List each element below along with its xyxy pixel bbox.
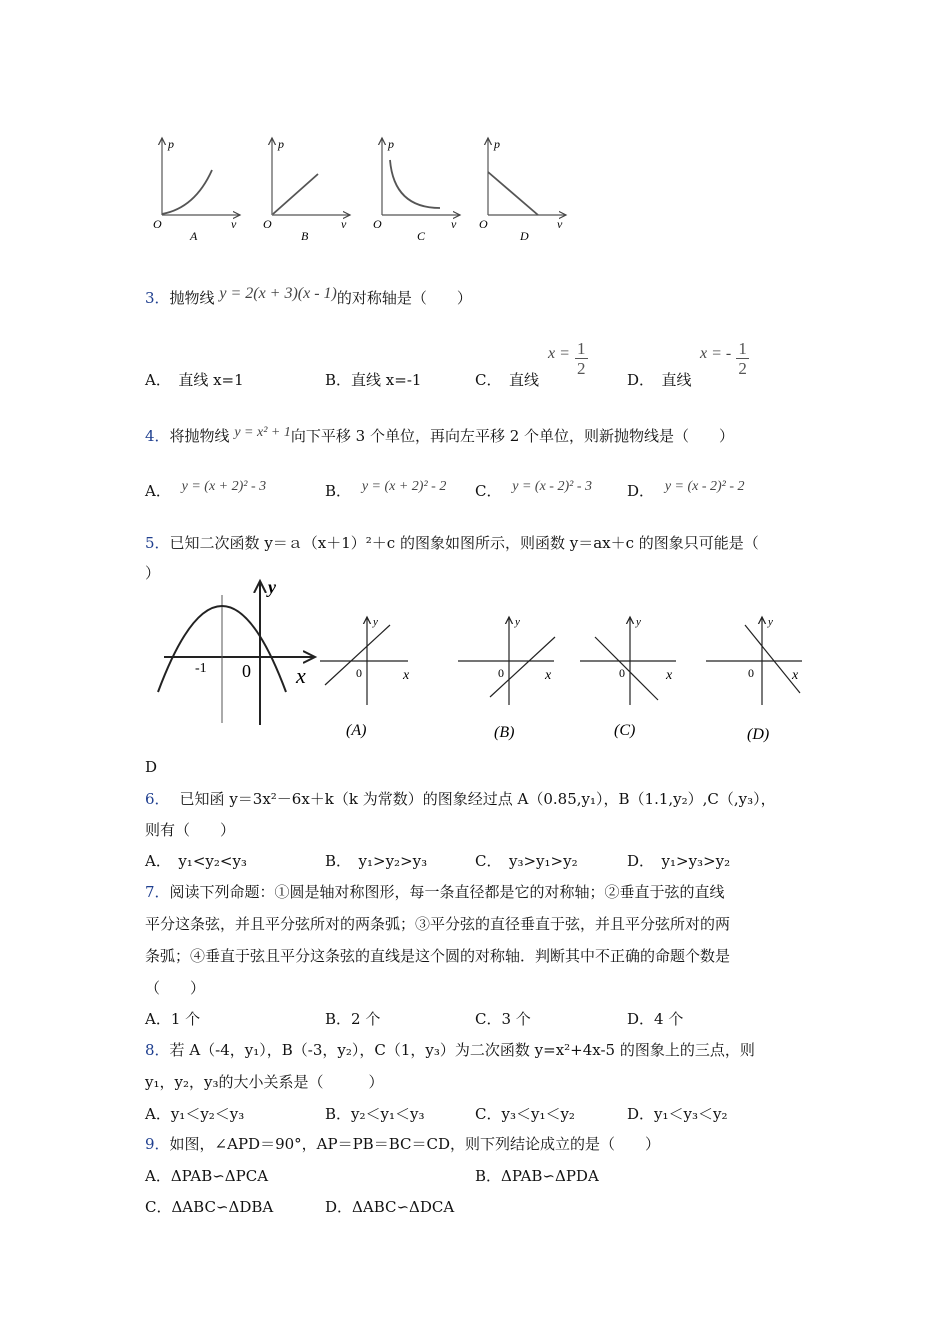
q4-option-d: D． y = (x - 2)² - 2 xyxy=(627,479,745,500)
graph-label-c: (C) xyxy=(614,722,636,739)
q3-option-c: C． 直线 xyxy=(475,371,539,389)
q4-option-b: B． y = (x + 2)² - 2 xyxy=(325,479,447,500)
svg-text:x: x xyxy=(792,668,799,683)
q6-option-a: A． y₁<y₂<y₃ xyxy=(145,852,247,870)
q5-graph-c xyxy=(580,616,676,739)
origin-label: O xyxy=(263,217,272,231)
graph-label-b: (B) xyxy=(494,724,515,741)
q5-graphs xyxy=(150,575,810,750)
graph-label-a: (A) xyxy=(346,722,367,739)
pv-graph-a xyxy=(153,137,240,243)
q6-option-d: D． y₁>y₃>y₂ xyxy=(627,852,731,870)
origin-label: 0 xyxy=(242,661,251,681)
question-7-line2: 平分这条弦，并且平分弦所对的两条弧；③平分弦的直径垂直于弦，并且平分弦所对的两 xyxy=(145,915,731,933)
q5-graph-d xyxy=(706,616,802,743)
pv-graph-c xyxy=(373,137,460,243)
question-number: 5． xyxy=(145,534,170,552)
q9-option-a: A．ΔPAB∽ΔPCA xyxy=(145,1167,269,1185)
question-7-line4: （ ） xyxy=(145,979,206,997)
graph-label-d: (D) xyxy=(747,726,770,743)
svg-text:0: 0 xyxy=(748,666,754,680)
svg-text:y: y xyxy=(515,616,520,628)
svg-text:x: x xyxy=(666,668,673,683)
question-9: 9．如图，∠APD＝90°，AP＝PB＝BC＝CD，则下列结论成立的是（ ） xyxy=(145,1135,660,1153)
q6-option-b: B． y₁>y₂>y₃ xyxy=(325,852,428,870)
q7-option-b: B．2 个 xyxy=(325,1010,381,1028)
question-5-cont: ） xyxy=(145,564,161,582)
question-number: 4． xyxy=(145,427,170,445)
formula: y = 2(x + 3)(x - 1) xyxy=(219,285,337,302)
q5-main-graph xyxy=(158,577,315,725)
q7-option-d: D．4 个 xyxy=(627,1010,684,1028)
x-axis-label: x xyxy=(296,663,306,688)
question-5: 5．已知二次函数 y＝ａ（x＋1）²＋c 的图象如图所示，则函数 y＝ax＋c 的图象只可能是（ xyxy=(145,534,759,552)
question-7-line3: 条弧；④垂直于弦且平分这条弦的直线是这个圆的对称轴．判断其中不正确的命题个数是 xyxy=(145,947,731,965)
v-axis-label: v xyxy=(341,217,347,231)
origin-label: O xyxy=(153,217,162,231)
p-axis-label: p xyxy=(168,137,174,151)
question-number: 9． xyxy=(145,1135,170,1153)
pv-graphs xyxy=(140,130,580,245)
svg-text:y: y xyxy=(373,616,378,628)
q3-option-b: B．直线 x=-1 xyxy=(325,371,422,389)
q5-graph-a xyxy=(320,616,410,739)
q6-option-c: C． y₃>y₁>y₂ xyxy=(475,852,578,870)
question-4: 4．将抛物线 y = x² + 1向下平移 3 个单位，再向左平移 2 个单位，则新抛物线是（ ） xyxy=(145,425,735,445)
graph-label-a: A xyxy=(190,229,198,243)
question-7: 7．阅读下列命题：①圆是轴对称图形，每一条直径都是它的对称轴；②垂直于弦的直线 xyxy=(145,883,725,901)
question-number: 7． xyxy=(145,883,170,901)
pv-graph-d xyxy=(479,137,566,243)
v-axis-label: v xyxy=(231,217,237,231)
graph-label-b: B xyxy=(301,229,309,243)
question-number: 6． xyxy=(145,790,170,808)
q8-option-c: C．y₃＜y₁＜y₂ xyxy=(475,1105,575,1123)
svg-text:0: 0 xyxy=(356,666,362,680)
q7-option-a: A．1 个 xyxy=(145,1010,201,1028)
q9-option-d: D．ΔABC∽ΔDCA xyxy=(325,1198,455,1216)
svg-text:x: x xyxy=(403,668,410,683)
q3-option-a: A． 直线 x=1 xyxy=(145,371,244,389)
p-axis-label: p xyxy=(494,137,500,151)
svg-text:y: y xyxy=(636,616,641,628)
v-axis-label: v xyxy=(557,217,563,231)
q5-graph-b xyxy=(458,616,555,741)
p-axis-label: p xyxy=(388,137,394,151)
question-number: 8． xyxy=(145,1041,170,1059)
q8-option-b: B．y₂＜y₁＜y₃ xyxy=(325,1105,425,1123)
question-8-line2: y₁，y₂，y₃的大小关系是（ ） xyxy=(145,1073,384,1091)
origin-label: O xyxy=(373,217,382,231)
q4-option-a: A． y = (x + 2)² - 3 xyxy=(145,479,267,500)
p-axis-label: p xyxy=(278,137,284,151)
question-number: 3． xyxy=(145,289,170,307)
svg-text:y: y xyxy=(768,616,773,628)
minus-one-label: -1 xyxy=(195,661,207,676)
svg-text:0: 0 xyxy=(619,666,625,680)
pv-graph-b xyxy=(263,137,350,243)
origin-label: O xyxy=(479,217,488,231)
question-3: 3．抛物线 y = 2(x + 3)(x - 1)的对称轴是（ ） xyxy=(145,285,472,307)
q3-option-c-formula: x = $\frac{1}{2}$ xyxy=(548,339,586,378)
q3-option-d-formula: x = - $\frac{1}{2}$ xyxy=(700,339,747,378)
q5-answer: D xyxy=(145,758,158,776)
q3-option-d: D． 直线 xyxy=(627,371,692,389)
v-axis-label: v xyxy=(451,217,457,231)
q7-option-c: C．3 个 xyxy=(475,1010,531,1028)
graph-label-c: C xyxy=(417,229,426,243)
q8-option-a: A．y₁＜y₂＜y₃ xyxy=(145,1105,245,1123)
question-8: 8．若 A（-4，y₁），B（-3，y₂），C（1，y₃）为二次函数 y=x²+4x-5 的图象上的三点，则 xyxy=(145,1041,755,1059)
question-6-line2: 则有（ ） xyxy=(145,821,236,839)
graph-label-d: D xyxy=(520,229,529,243)
q9-option-b: B．ΔPAB∽ΔPDA xyxy=(475,1167,599,1185)
svg-text:x: x xyxy=(545,668,552,683)
q4-option-c: C． y = (x - 2)² - 3 xyxy=(475,479,592,500)
formula: y = x² + 1 xyxy=(234,425,291,440)
svg-text:0: 0 xyxy=(498,666,504,680)
q8-option-d: D．y₁＜y₃＜y₂ xyxy=(627,1105,728,1123)
y-axis-label: y xyxy=(268,577,276,597)
q9-option-c: C．ΔABC∽ΔDBA xyxy=(145,1198,274,1216)
question-6: 6． 已知函 y＝3x²－6x＋k（k 为常数）的图象经过点 A（0.85,y₁），B（1.1,y₂）,C（,y₃）， xyxy=(145,790,776,808)
